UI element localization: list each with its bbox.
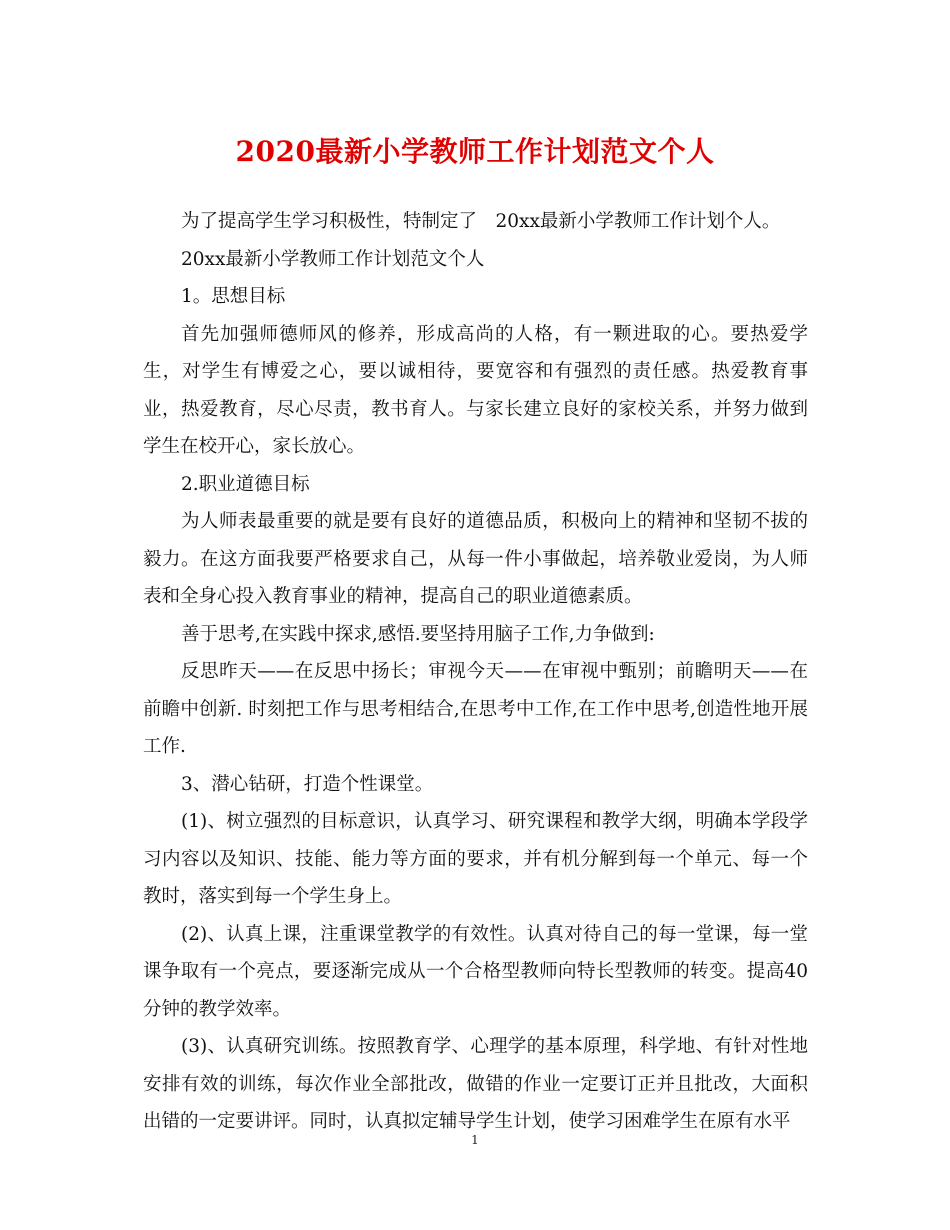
paragraph-item-1: (1)、树立强烈的目标意识，认真学习、研究课程和教学大纲，明确本学段学习内容以及知识、技能、能力等方面的要求，并有机分解到每一个单元、每一个教时，落实到每一个学生身上。 [143,811,808,907]
heading-classroom: 3、潜心钻研，打造个性课堂。 [181,773,434,795]
paragraph-reflection: 反思昨天——在反思中扬长；审视今天——在审视中甄别；前瞻明天——在前瞻中创新. 时刻把工作与思考相结合,在思考中工作,在工作中思考,创造性地开展工作. [143,661,808,757]
paragraph-intro: 为了提高学生学习积极性，特制定了 20xx最新小学教师工作计划个人。 [181,211,781,232]
paragraph-item-3: (3)、认真研究训练。按照教育学、心理学的基本原理，科学地、有针对性地安排有效的训练，每次作业全部批改，做错的作业一定要订正并且批改，大面积出错的一定要讲评。同时，认真拟定辅导学生计划，使学习困难学生在原有水平 [143,1036,808,1132]
paragraph-thinking: 善于思考,在实践中探求,感悟.要坚持用脑子工作,力争做到: [181,623,655,645]
page-number: 1 [471,1133,479,1147]
heading-ethics-goal: 2.职业道德目标 [181,473,310,495]
document-title: 2020最新小学教师工作计划范文个人 [235,135,715,168]
paragraph-item-2: (2)、认真上课，注重课堂教学的有效性。认真对待自己的每一堂课，每一堂课争取有一个亮点，要逐渐完成从一个合格型教师向特长型教师的转变。提高40分钟的教学效率。 [143,923,808,1020]
paragraph-thought-goal: 首先加强师德师风的修养，形成高尚的人格，有一颗进取的心。要热爱学生，对学生有博爱之心，要以诚相待，要宽容和有强烈的责任感。热爱教育事业，热爱教育，尽心尽责，教书育人。与家长建立良好的家校关系，并努力做到学生在校开心，家长放心。 [143,323,808,457]
document-body [143,203,808,1141]
heading-thought-goal: 1。思想目标 [181,286,286,307]
paragraph-subtitle: 20xx最新小学教师工作计划范文个人 [181,248,485,270]
paragraph-ethics-goal: 为人师表最重要的就是要有良好的道德品质，积极向上的精神和坚韧不拔的毅力。在这方面我要严格要求自己，从每一件小事做起，培养敬业爱岗，为人师表和全身心投入教育事业的精神，提高自己的职业道德素质。 [143,511,808,607]
